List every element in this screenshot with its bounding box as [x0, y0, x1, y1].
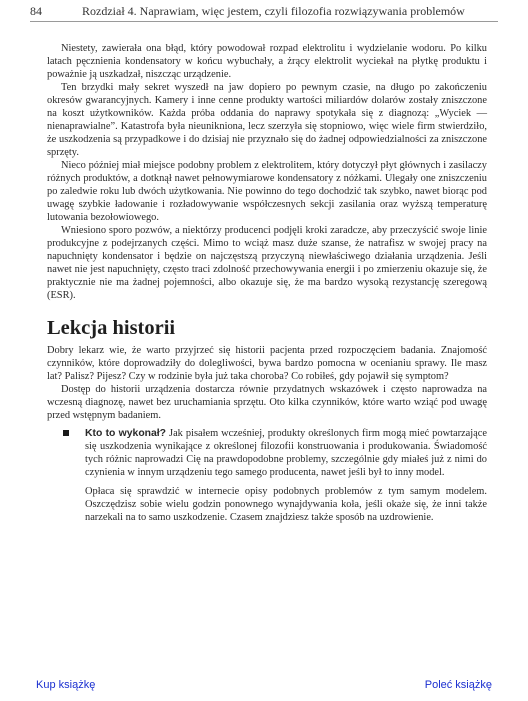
chapter-title: Rozdział 4. Naprawiam, więc jestem, czyli filozofia rozwiązywania problemów: [82, 4, 465, 18]
section-paragraph: Dobry lekarz wie, że warto przyjrzeć się historii pacjenta przed rozpoczęciem badania. Znajomość czynników, które doprowadziły do dolegliwości, bywa bardzo pomocna w ocenianiu sprawy. Ile masz lat? Palisz? Pijesz? Czy w rodzinie była już taka choroba? Co robiłeś, gdy pojawił się symptom?: [47, 345, 487, 382]
square-bullet-icon: [63, 430, 69, 436]
page-body: [47, 42, 487, 524]
bullet-followup: [47, 485, 487, 524]
body-paragraph: Nieco później miał miejsce podobny problem z elektrolitem, który dotyczył płyt głównych i zasilaczy różnych produktów, a dotknął nawet pełnowymiarowe kondensatory z nóżkami. Ulegały one zniszczeniu po zaledwie roku lub dwóch użytkowania. Nie powinno do tego dochodzić tak szybko, nawet biorąc pod uwagę szybkie ładowanie i rozładowywanie współczesnych sekcji zasilania oraz wyższą temperaturę lutowania bezołowiowego.: [47, 160, 487, 223]
bullet-text: Jak pisałem wcześniej, produkty określonych firm mogą mieć powtarzające się uszkodzenia wynikające z określonej filozofii konstruowania i produkowania. Świadomość tych różnic naprowadzi Cię na prawdopodobne problemy, szczególnie gdy miałeś już z nimi do czynienia w innym urządzeniu tego samego producenta, nawet jeśli był to inny model.: [85, 428, 487, 478]
bullet-item: [47, 427, 487, 479]
buy-book-link[interactable]: Kup książkę: [36, 679, 96, 691]
section-paragraph: Dostęp do historii urządzenia dostarcza równie przydatnych wskazówek i często naprowadza na wczesną diagnozę, nawet bez uruchamiania sprzętu. Oto kilka czynników, które warto wziąć pod uwagę przed wstępnym badaniem.: [47, 384, 487, 421]
page-number: 84: [30, 4, 42, 18]
body-paragraph: Niestety, zawierała ona błąd, który powodował rozpad elektrolitu i wydzielanie wodoru. Po kilku latach pęcznienia kondensatory w końcu wybuchały, a żrący elektrolit wyciekał na płytkę produktu i poważnie ją uszkadzał, niszcząc urządzenie.: [47, 43, 487, 80]
bullet-lead: Kto to wykonał?: [85, 428, 167, 439]
body-paragraph: Ten brzydki mały sekret wyszedł na jaw dopiero po pewnym czasie, na długo po zakończeniu okresów gwarancyjnych. Kamery i inne cenne produkty wartości miliardów dolarów zostały zniszczone na koszt użytkowników. Każda próba oddania do naprawy spotykała się z diagnozą: „Wyciek — nienaprawialne”. Katastrofa była nieunikniona, lecz szerzyła się stopniowo, więc wiele firm stwierdziło, że uszkodzenia są przypadkowe i do dzisiaj nie przyznało się do żadnej odpowiedzialności za zniszczone sprzęty.: [47, 82, 487, 158]
header-divider: [30, 21, 498, 22]
page-header: [30, 2, 498, 20]
body-paragraph: Wniesiono sporo pozwów, a niektórzy producenci podjęli kroki zaradcze, aby przeczyścić swoje linie produkcyjne z podejrzanych części. Mimo to wciąż masz duże szanse, że natrafisz w swojej pracy na napuchnięty kondensator i będzie on najczęstszą przyczyną niewłaściwego działania urządzenia. Jeśli nawet nie jest napuchnięty, często traci zdolność przechowywania energii i po zmierzeniu okazuje się, że praktycznie nie ma żadnej pojemności, albo okazuje się, że ma bardzo wysoką rezystancję szeregową (ESR).: [47, 225, 487, 301]
section-heading: Lekcja historii: [47, 317, 176, 339]
bullet-followup-paragraph: Opłaca się sprawdzić w internecie opisy podobnych problemów z tym samym modelem. Oszczędzisz sobie wielu godzin ponownego wynajdywania koła, jeśli okaże się, że inni także narzekali na to samo uszkodzenie. Czasem znajdziesz także sposób na uzdrowienie.: [85, 486, 487, 523]
recommend-book-link[interactable]: Poleć książkę: [424, 679, 492, 691]
